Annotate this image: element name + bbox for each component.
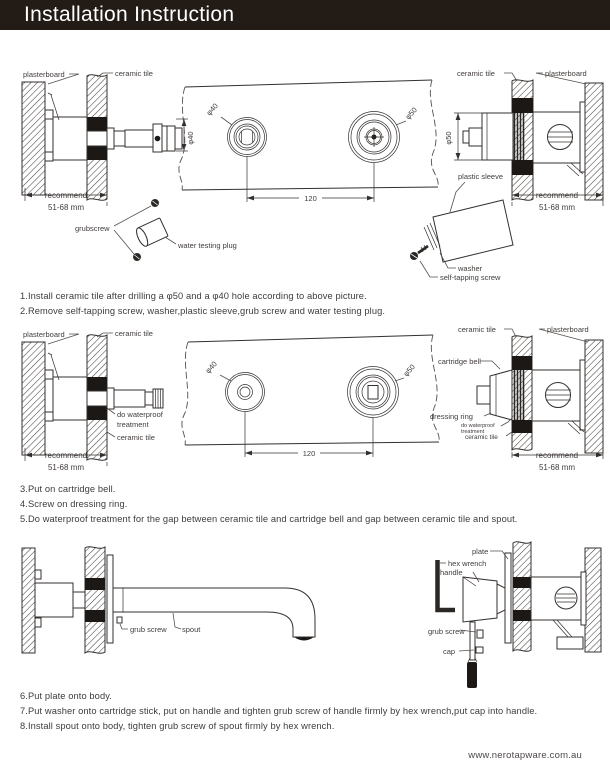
wall-plate	[505, 553, 511, 643]
cap-label: cap	[443, 647, 456, 656]
instruction-step-2: 2.Remove self-tapping screw, washer,plastic sleeve,grub screw and water testing plug.	[20, 306, 386, 316]
recommend-range-label: 51-68 mm	[47, 203, 85, 212]
ceramic-tile-label: ceramic tile	[458, 325, 496, 334]
recommend-range-label: 51-68 mm	[538, 463, 576, 472]
ceramic-tile-label-2: ceramic tile	[117, 433, 155, 442]
instruction-step-8: 8.Install spout onto body, tighten grub screw of spout firmly by hex wrench.	[20, 721, 335, 731]
dressing-ring-label: dressing ring	[430, 412, 473, 421]
plasterboard-label: plasterboard	[545, 69, 587, 78]
diagram-step3-tile-front-view	[178, 330, 453, 475]
handle-label: handle	[440, 568, 463, 577]
recommend-label: recommend	[44, 191, 88, 200]
handle-cap	[476, 647, 483, 653]
diagram-step6-spout-section	[15, 545, 345, 665]
diagram-step3-wall-section-right	[420, 318, 610, 478]
water-testing-plug-installed	[107, 124, 182, 152]
handle-grub-screw	[477, 630, 483, 638]
dim-phi40-label: φ40	[203, 359, 219, 376]
do-waterproof-label: do waterproof	[461, 423, 495, 429]
dim-phi50-label: φ50	[401, 362, 417, 379]
dim-phi50-label: φ50	[403, 105, 419, 122]
dim-120-label: 120	[302, 449, 316, 458]
instruction-step-1: 1.Install ceramic tile after drilling a φ50 and a φ40 hole according to above picture.	[20, 291, 367, 301]
diagram-step1-wall-section-right	[390, 60, 610, 290]
handle	[463, 577, 505, 622]
valve-body	[532, 360, 585, 434]
spacing-dimension	[245, 412, 373, 458]
ceramic-tile-label: ceramic tile	[115, 69, 153, 78]
plasterboard-wall	[585, 83, 603, 200]
spout-grub-screw	[117, 617, 122, 623]
instruction-step-3: 3.Put on cartridge bell.	[20, 484, 116, 494]
do-waterproof-label: do waterproof	[117, 410, 163, 419]
instruction-step-5: 5.Do waterproof treatment for the gap between ceramic tile and cartridge bell and gap between ceramic tile and spout.	[20, 514, 518, 524]
recommend-label: recommend	[535, 191, 579, 200]
ceramic-tile-label-2: ceramic tile	[465, 434, 498, 441]
plate-label: plate	[472, 547, 489, 556]
recommend-label: recommend	[535, 451, 579, 460]
instruction-step-4: 4.Screw on dressing ring.	[20, 499, 128, 509]
cartridge-stick	[107, 388, 163, 409]
page-header	[0, 0, 610, 30]
plasterboard-label: plasterboard	[547, 325, 589, 334]
hex-wrench-label: hex wrench	[448, 559, 487, 568]
page-title: Installation Instruction	[24, 3, 235, 26]
ceramic-tile-label: ceramic tile	[115, 329, 153, 338]
dim-phi40-label: φ40	[204, 101, 220, 118]
valve-body	[35, 583, 85, 617]
trim-cap	[463, 113, 524, 160]
spout-label: spout	[182, 625, 201, 634]
recommend-range-label: 51-68 mm	[47, 463, 85, 472]
treatment-label: treatment	[461, 429, 485, 435]
valve-body	[533, 102, 585, 176]
plasterboard-label: plasterboard	[23, 70, 65, 79]
instruction-step-7: 7.Put washer onto cartridge stick, put on handle and tighten grub screw of handle firmly by hex wrench,put cap into handle.	[20, 706, 538, 716]
tile-panel-outline	[182, 335, 439, 445]
dim-phi40-label: φ40	[186, 131, 195, 145]
diagram-step6-handle-section	[400, 540, 610, 690]
plasterboard-wall	[22, 342, 53, 455]
diagram-step3-wall-section-left	[15, 320, 205, 475]
plasterboard-wall	[585, 548, 601, 652]
hole-phi40	[228, 118, 267, 157]
hole-phi40	[226, 373, 265, 412]
water-testing-plug-label: water testing plug	[178, 241, 237, 250]
recommend-range-label: 51-68 mm	[538, 203, 576, 212]
washer-label: washer	[458, 264, 483, 273]
hole-phi50-with-cartridge	[348, 367, 399, 418]
valve-body	[531, 572, 586, 649]
website-url: www.nerotapware.com.au	[468, 750, 582, 761]
self-tapping-screw	[410, 245, 428, 260]
plasterboard-label: plasterboard	[23, 330, 65, 339]
plasterboard-wall	[585, 340, 603, 453]
grub-screw-label: grub screw	[428, 627, 465, 636]
recommend-dimension	[512, 451, 603, 472]
cartridge-bell-label: cartridge bell	[438, 357, 481, 366]
dim-phi50-label: φ50	[444, 131, 453, 145]
recommend-label: recommend	[44, 451, 88, 460]
ceramic-tile-wall	[513, 542, 531, 652]
ceramic-tile-label: ceramic tile	[457, 69, 495, 78]
plastic-sleeve	[424, 172, 513, 262]
self-tapping-screw-label: self-tapping screw	[440, 273, 501, 282]
spacing-dimension	[247, 157, 374, 203]
grubscrew-label: grubscrew	[75, 224, 110, 233]
instruction-step-6: 6.Put plate onto body.	[20, 691, 112, 701]
grub-screw-label: grub screw	[130, 625, 167, 634]
ceramic-tile-wall	[85, 547, 105, 654]
wall-plate	[107, 555, 113, 643]
plasterboard-wall	[22, 82, 53, 195]
treatment-label: treatment	[117, 420, 149, 429]
dim-120-label: 120	[304, 194, 317, 203]
plastic-sleeve-label: plastic sleeve	[458, 172, 504, 181]
